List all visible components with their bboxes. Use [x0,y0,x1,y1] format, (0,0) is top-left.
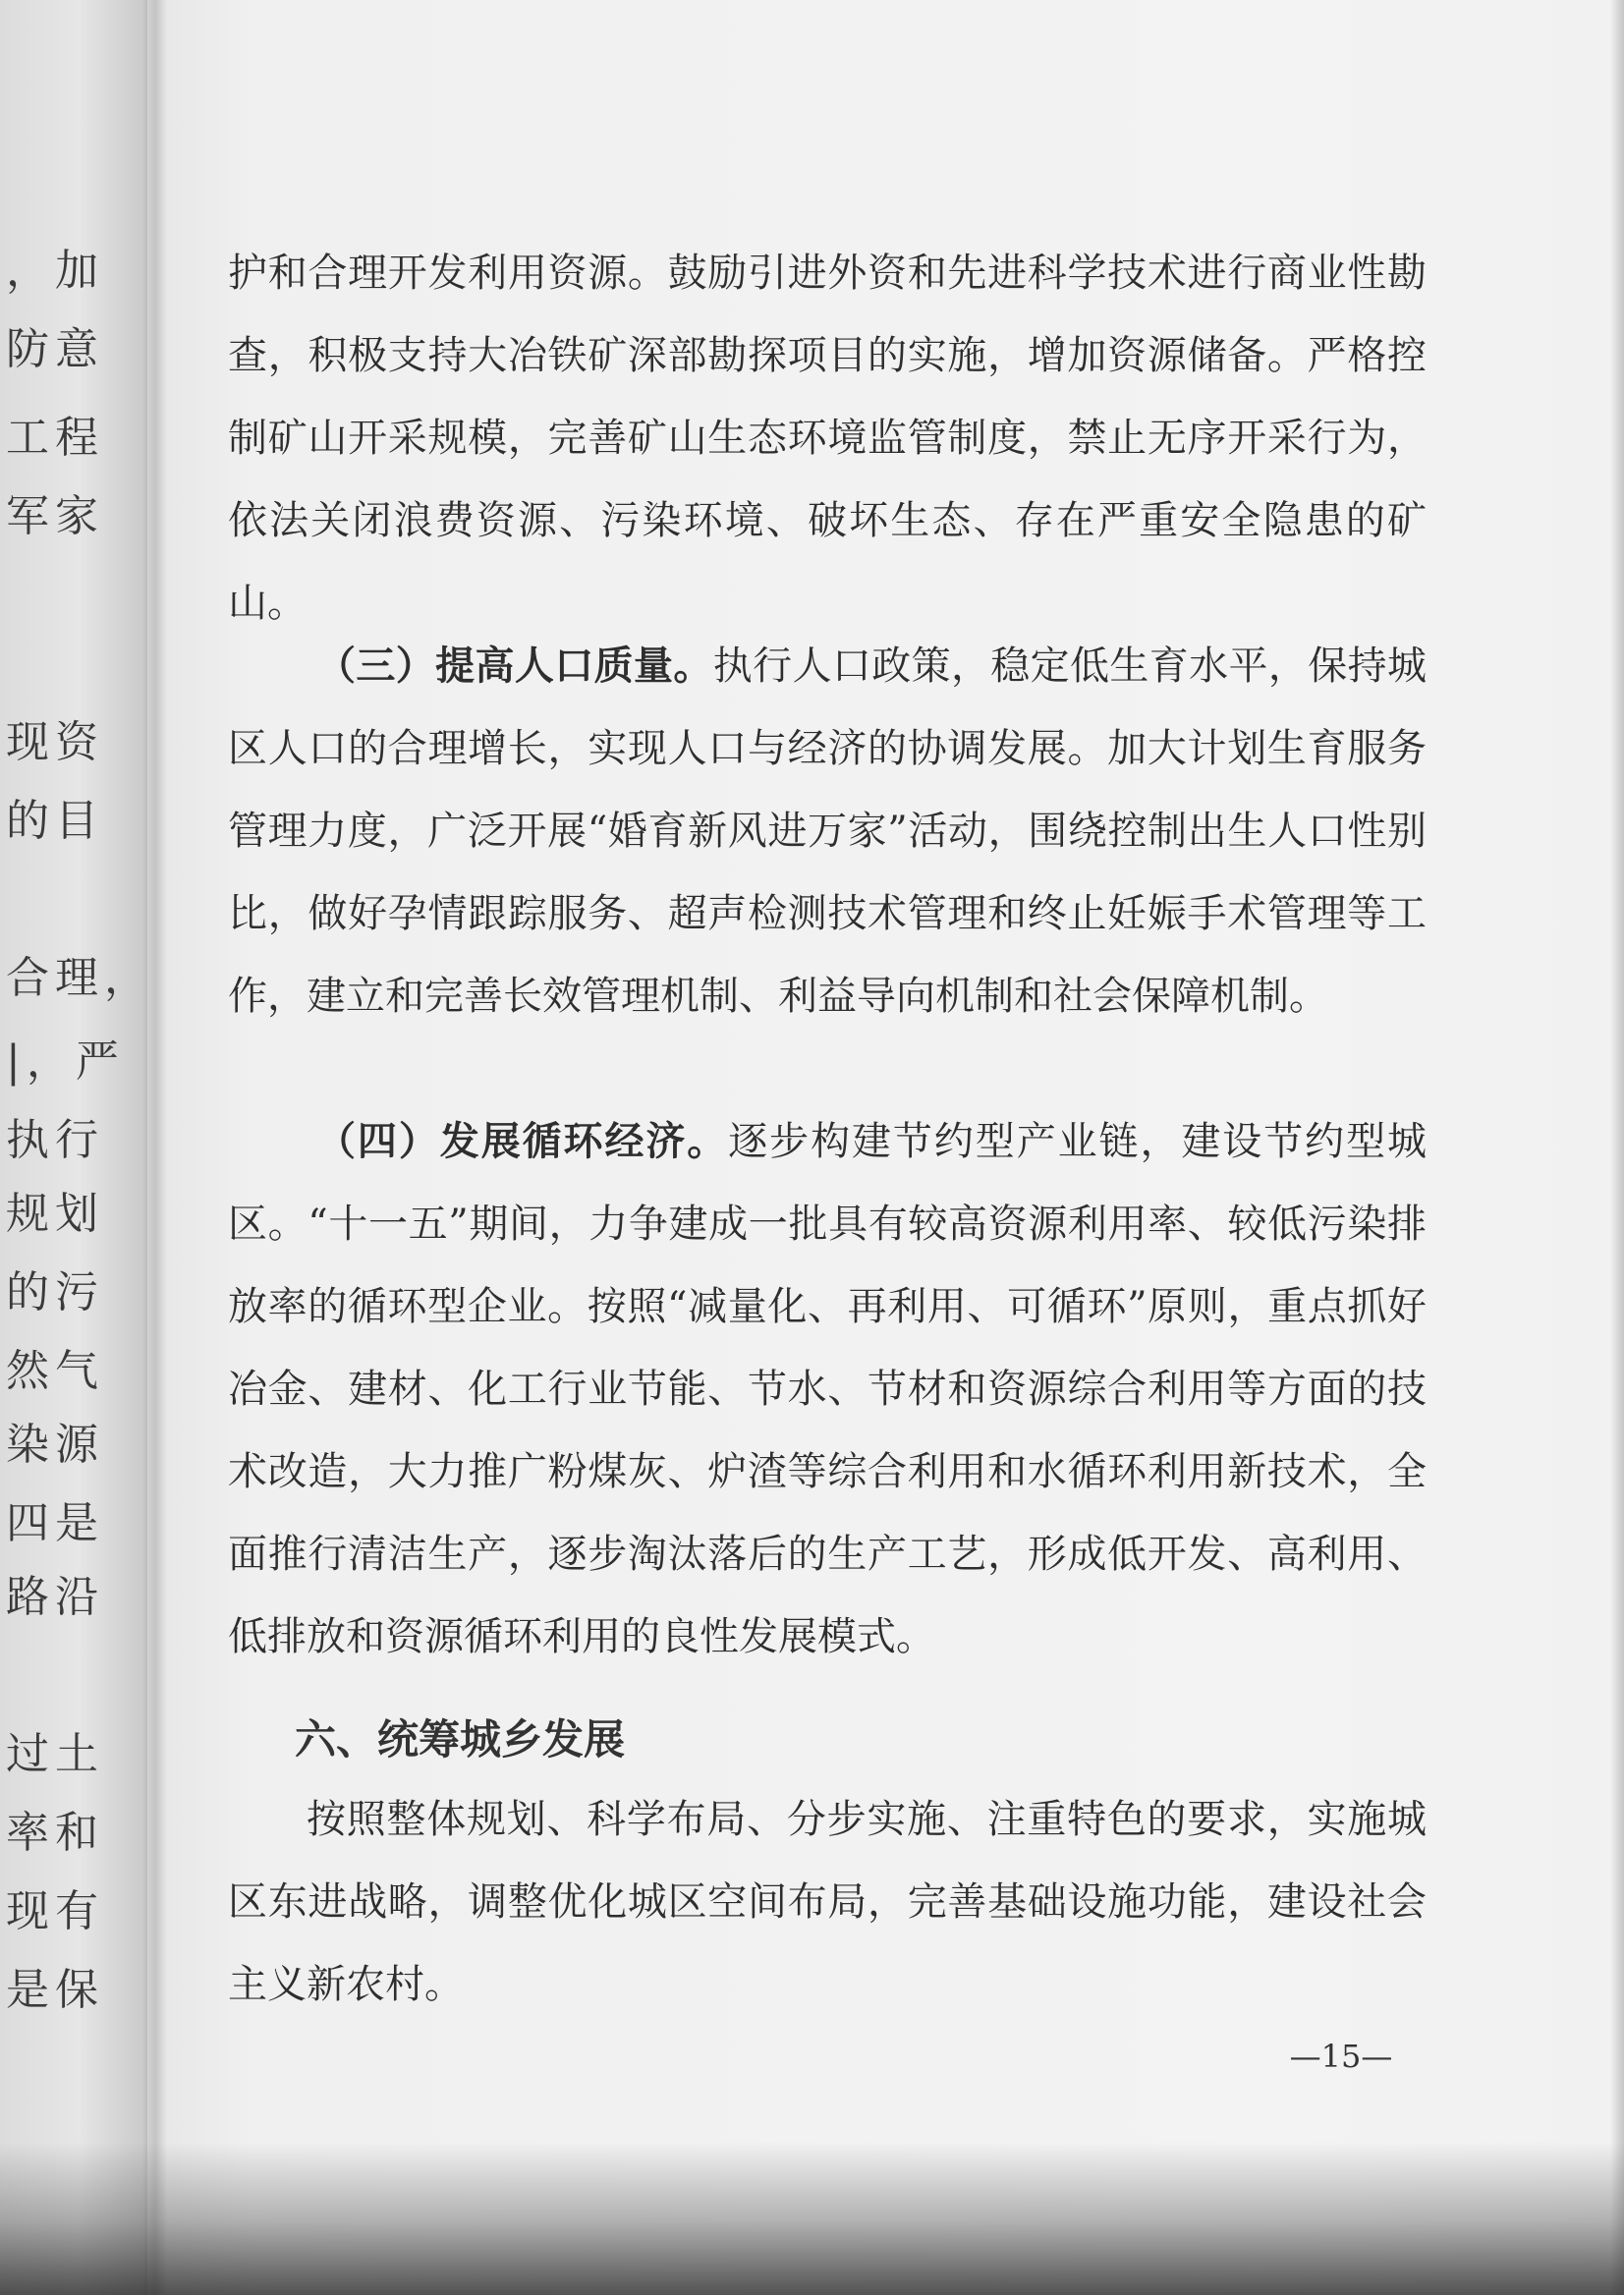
margin-fragment: 工程 [6,413,104,463]
scan-bottom-shadow [0,2142,1624,2295]
page-number: —15— [1289,2038,1393,2075]
margin-fragment: 是保 [6,1965,104,2015]
margin-fragment: |，严 [6,1036,125,1087]
paragraph-resources: 护和合理开发利用资源。鼓励引进外资和先进科学技术进行商业性勘查，积极支持大冶铁矿深部勘探项目的实施，增加资源储备。严格控制矿山开采规模，完善矿山生态环境监管制度，禁止无序开采行为，依法关闭浪费资源、污染环境、破坏生态、存在严重安全隐患的矿山。 [228,251,1427,626]
paragraph-heading: （三）提高人口质量。 [316,643,713,689]
margin-fragment: 的目 [6,796,104,846]
margin-fragment: 然气 [6,1346,104,1396]
margin-fragment: 规划 [6,1189,104,1239]
margin-fragment: 合理， [6,953,153,1003]
margin-fragment: 四是 [6,1498,104,1548]
page-edge-shadow [1610,0,1624,2295]
paragraph-urban-rural: 按照整体规划、科学布局、分步实施、注重特色的要求，实施城区东进战略，调整优化城区空间布局，完善基础设施功能，建设社会主义新农村。 [228,1797,1427,2007]
margin-fragment: 执行 [6,1115,104,1165]
paragraph-population [228,625,1427,1037]
margin-fragment: 路沿 [6,1572,104,1622]
margin-fragment: 的污 [6,1267,104,1317]
margin-fragment: 现有 [6,1886,104,1936]
paragraph-body: 执行人口政策，稳定低生育水平，保持城区人口的合理增长，实现人口与经济的协调发展。加大计划生育服务管理力度，广泛开展“婚育新风进万家”活动，围绕控制出生人口性别比，做好孕情跟踪服务、超声检测技术管理和终止妊娠手术管理等工作，建立和完善长效管理机制、利益导向机制和社会保障机制。 [228,644,1428,1019]
section-heading: 六、统筹城乡发展 [295,1715,626,1763]
margin-fragment: 防意 [6,324,104,374]
margin-fragment: 过土 [6,1729,104,1779]
margin-fragment: 染源 [6,1420,104,1470]
margin-fragment: 率和 [6,1808,104,1858]
paragraph-body: 逐步构建节约型产业链，建设节约型城区。“十一五”期间，力争建成一批具有较高资源利用率、较低污染排放率的循环型企业。按照“减量化、再利用、可循环”原则，重点抓好冶金、建材、化工行业节能、节水、节材和资源综合利用等方面的技术改造，大力推广粉煤灰、炉渣等综合利用和水循环利用新技术，全面推行清洁生产，逐步淘汰落后的生产工艺，形成低开发、高利用、低排放和资源循环利用的良性发展模式。 [228,1119,1428,1659]
margin-fragment: 军家 [6,491,104,541]
margin-fragment: 现资 [6,717,104,767]
margin-fragment: ，加 [6,246,104,296]
paragraph-circular-economy [228,1100,1427,1678]
paragraph-heading: （四）发展循环经济。 [316,1118,729,1164]
